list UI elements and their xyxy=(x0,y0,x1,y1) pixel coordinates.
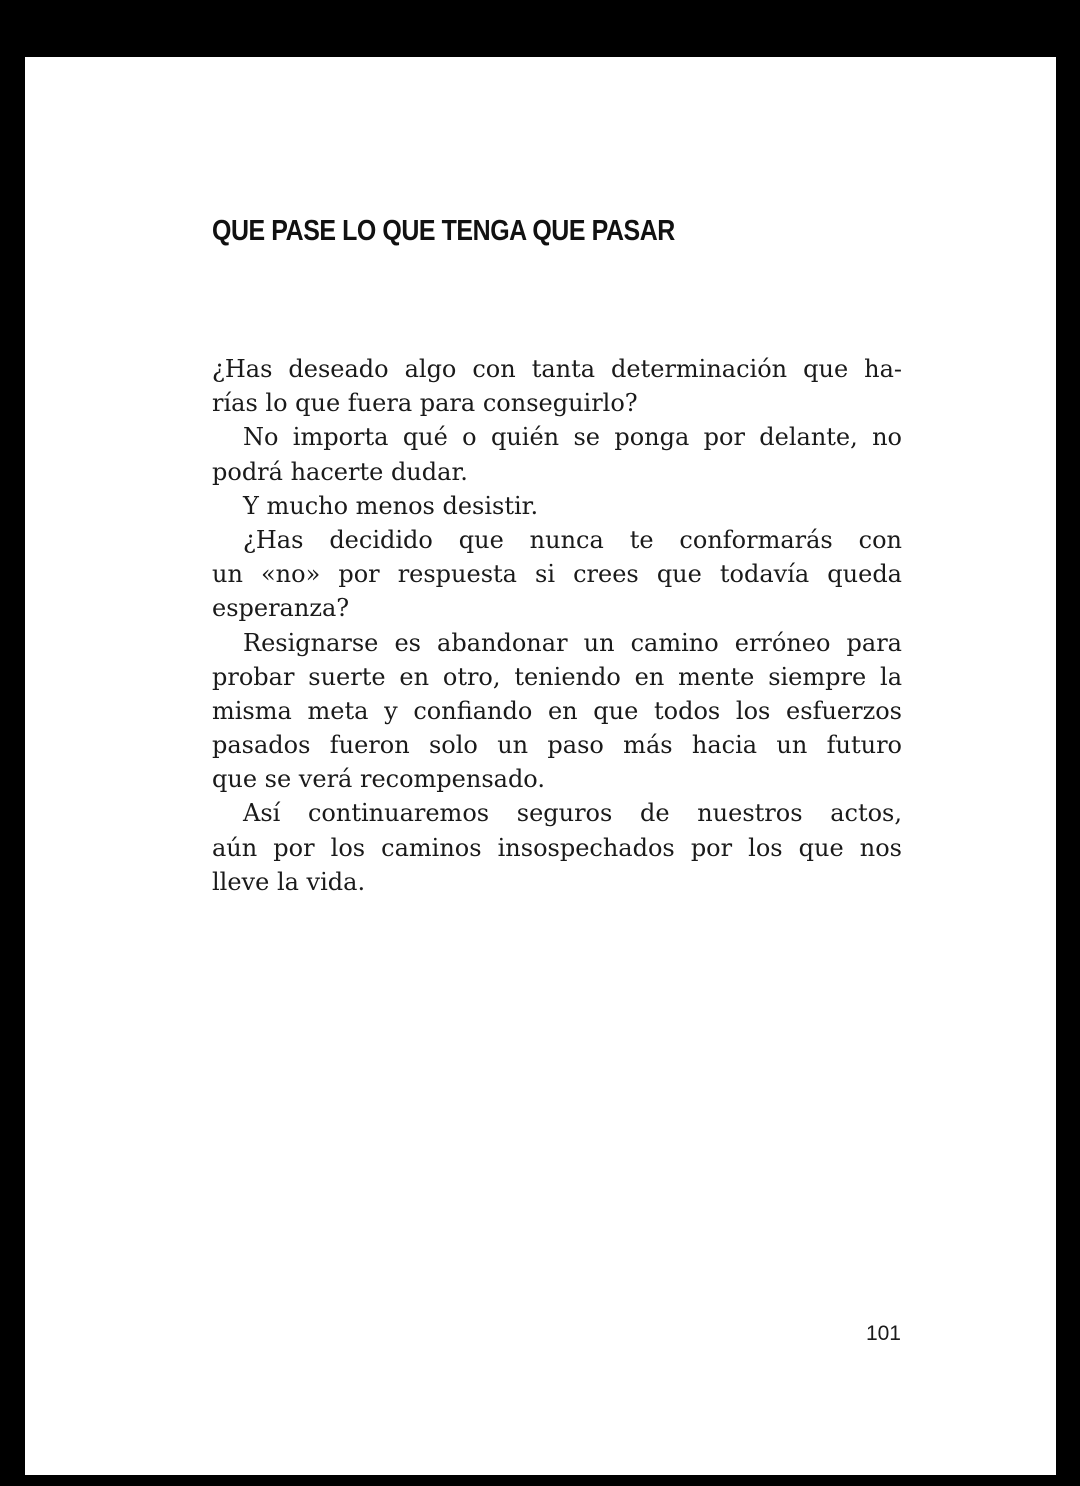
text-line: lleve la vida. xyxy=(212,867,366,896)
text-line: aún por los caminos insospechados por los que nos xyxy=(212,833,902,862)
text-line: rías lo que fuera para conseguirlo? xyxy=(212,389,638,418)
text-line: ¿Has decidido que nunca te conformarás con xyxy=(243,525,902,554)
text-line: misma meta y confiando en que todos los esfuerzos xyxy=(212,696,902,725)
text-line: Así continuaremos seguros de nuestros actos, xyxy=(243,799,902,828)
text-line: probar suerte en otro, teniendo en mente siempre la xyxy=(212,662,902,691)
text-line: podrá hacerte dudar. xyxy=(212,457,468,486)
text-line: que se verá recompensado. xyxy=(212,765,545,794)
text-line: Y mucho menos desistir. xyxy=(243,491,539,520)
text-line: Resignarse es abandonar un camino erróneo para xyxy=(243,628,902,657)
page-number: 101 xyxy=(865,1322,901,1345)
text-line: No importa qué o quién se ponga por delante, no xyxy=(243,423,902,452)
text-line: pasados fueron solo un paso más hacia un futuro xyxy=(212,731,902,760)
chapter-title: QUE PASE LO QUE TENGA QUE PASAR xyxy=(212,215,675,247)
text-line: un «no» por respuesta si crees que todavía queda xyxy=(212,560,902,589)
book-page[interactable] xyxy=(25,57,1056,1475)
text-line: esperanza? xyxy=(212,594,350,623)
text-line: ¿Has deseado algo con tanta determinación que ha- xyxy=(212,355,902,383)
body-text xyxy=(212,352,902,899)
